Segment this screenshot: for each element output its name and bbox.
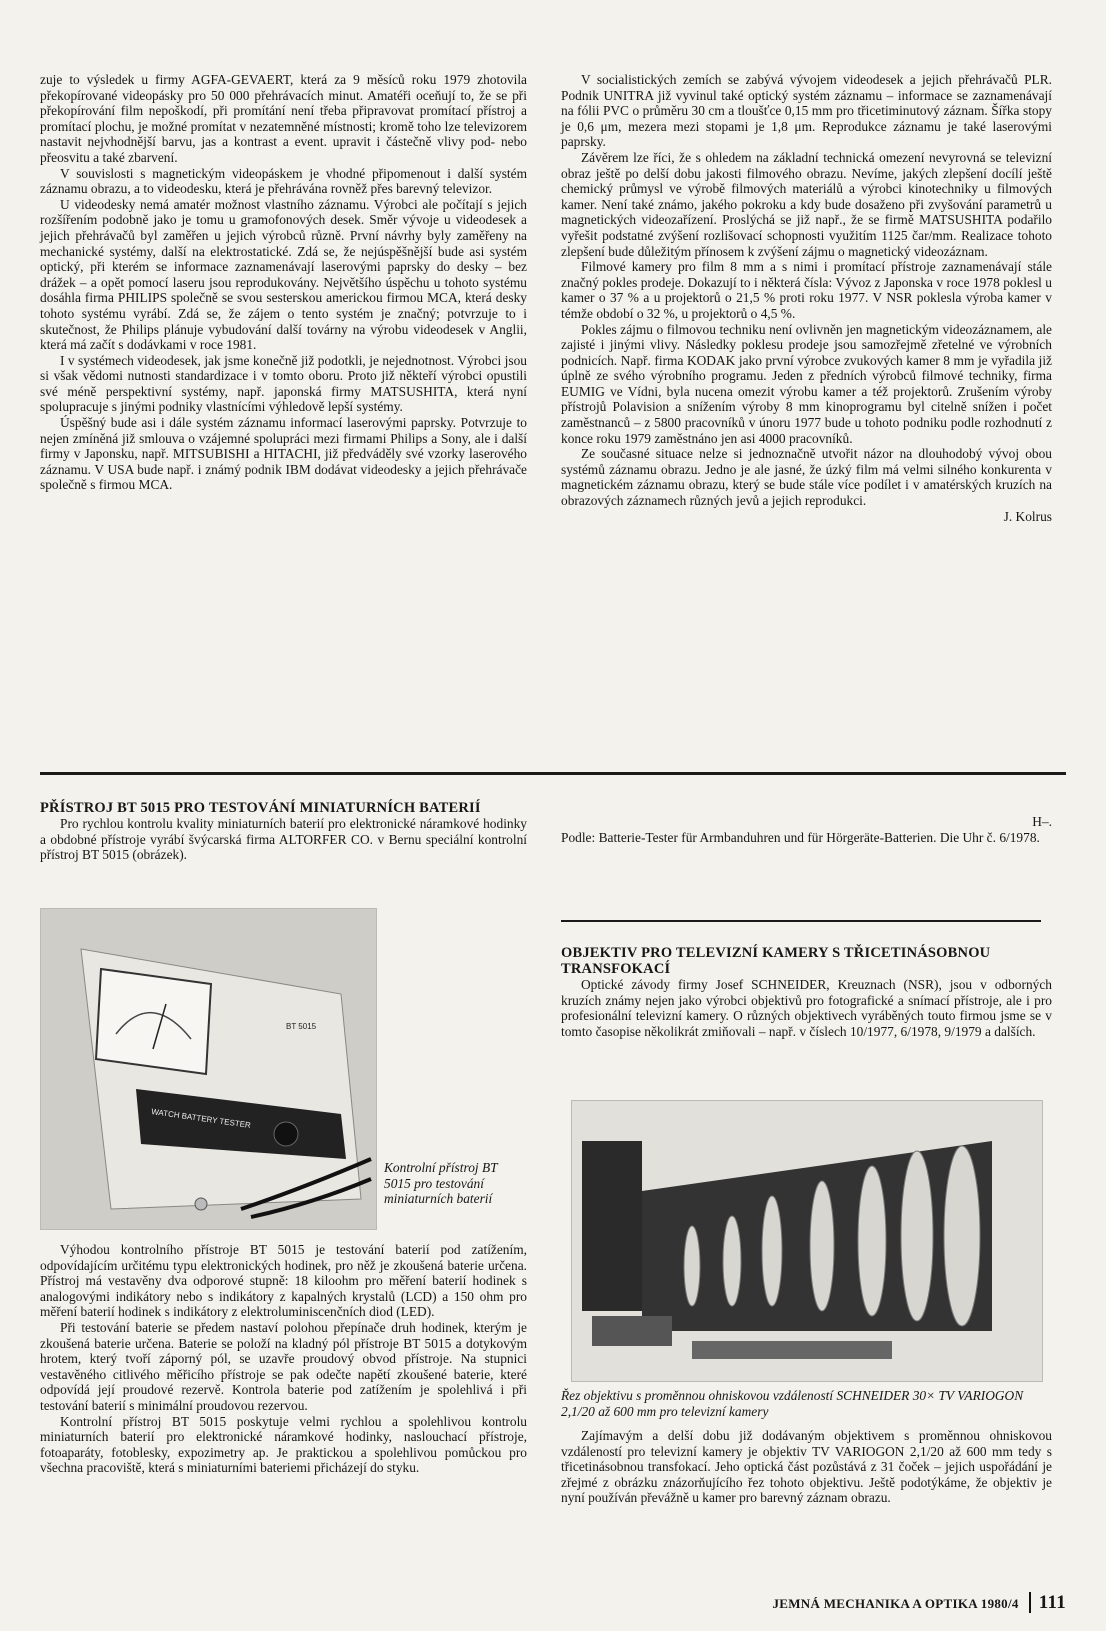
- page-footer: [772, 1592, 1066, 1614]
- paragraph: Výhodou kontrolního přístroje BT 5015 je testování baterií pod zatížením, odpovídajícím určitému typu elektronických hodinek, pro něž je zkoušená baterie určena. Přístroj má vestavěny dva odporové stupně: 18 kiloohm pro měření baterií hodinek s analogovými indikátory nebo s indikátory z kapalných krystalů (LCD) a 150 ohm pro měření baterií hodinek s indikátory z elektroluminiscenčních diod (LED).: [40, 1242, 527, 1320]
- paragraph: Pokles zájmu o filmovou techniku není ovlivněn jen magnetickým videozáznamem, ale zajisté i jinými vlivy. Následky poklesu prodeje jsou samozřejmě zřetelné ve výrobních podnicích. Např. firma KODAK jako první výrobce zvukových kamer 8 mm je vyřadila již úplně ze svého výrobního programu. Jeden z předních výrobců filmové techniky, firma EUMIG ve Vídni, byla nucena omezit výrobu kamer a též projektorů. Zrušením výroby přístrojů Polavision a snížením výroby 8 mm kinoprogramu byl citelně snížen i počet zaměstnanců – z 5800 pracovníků v únoru 1977 bude u tohoto podniku podle rozhodnutí z konce roku 1979 zaměstnáno jen asi 4000 pracovníků.: [561, 321, 1052, 446]
- paragraph: Zajímavým a delší dobu již dodávaným objektivem s proměnnou ohniskovou vzdáleností pro televizní kamery je objektiv TV VARIOGON 2,1/20 až 600 mm tedy s třicetinásobnou transfokací. Jeho optická část pozůstává z 31 čoček – jejich uspořádání je zřejmé z obrázku znázorňujícího řez tohoto objektivu. Ještě podotýkáme, že objektiv je nyní používán převážně u kamer pro barevný záznam obrazu.: [561, 1428, 1052, 1506]
- objektiv-article-body: [561, 1428, 1052, 1506]
- battery-tester-photo: [40, 908, 377, 1230]
- battery-tester-caption: Kontrolní přístroj BT 5015 pro testování miniaturních baterií: [384, 1160, 498, 1207]
- paragraph: Úspěšný bude asi i dále systém záznamu informací laserovými paprsky. Potvrzuje to nejen zmíněná již smlouva o vzájemné spolupráci mezi firmami Philips a Sony, ale i další firmy v Japonsku, např. MITSUBISHI a HITACHI, již předváděly své vzorky laserového záznamu. V USA bude např. i známý podnik IBM dodávat videodesky a jejich přehrávače společně s firmou MCA.: [40, 415, 527, 493]
- device-label: WATCH BATTERY TESTER: [150, 1107, 252, 1130]
- paragraph: I v systémech videodesek, jak jsme konečně již podotkli, je nejednotnost. Výrobci jsou si však vědomi nutnosti standardizace i v tomto oboru. Proto již někteří výrobci opustili své méně perspektivní systémy, např. japonská firmy MATSUSHITA, která nyní spolupracuje s jinými podniky vlastnícími výhledově lepší systémy.: [40, 352, 527, 415]
- bt5015-signature: H–.: [1032, 814, 1052, 829]
- paragraph: Ze současné situace nelze si jednoznačně utvořit názor na dlouhodobý vývoj obou systémů záznamu obrazu. Jedno je ale jasné, že úzký film má velmi silného konkurenta v magnetickém záznamu obrazu, který se bude stále více podílet i v amatérských kruzích na obrazových záznamech různých jevů a jejich reprodukci.: [561, 446, 1052, 509]
- bt5015-intro: Pro rychlou kontrolu kvality miniaturních baterií pro elektronické náramkové hodinky a obdobné přístroje vyrábí švýcarská firma ALTORFER CO. v Bernu speciální kontrolní přístroj BT 5015 (obrázek).: [40, 816, 527, 863]
- author-signature: J. Kolrus: [1003, 508, 1052, 524]
- paragraph: V socialistických zemích se zabývá vývojem videodesek a jejich přehrávačů PLR. Podnik UNITRA již vyvinul také optický systém záznamu – informace se zaznamenávají na fólii PVC o průměru 30 cm a tloušťce 0,15 mm pro třicetiminutový záznam. Šířka stopy je 0,6 μm, mezera mezi stopami je 1,8 μm. Reprodukce záznamu je také laserovými paprsky.: [561, 72, 1052, 150]
- paragraph: zuje to výsledek u firmy AGFA-GEVAERT, která za 9 měsíců roku 1979 zhotovila překopírované videopásky pro 50 000 přehrávacích minut. Amatéři oceňují to, že se při překopírování film nepoškodí, při promítání není třeba připravovat promítací přístroj a promítací plochu, je možné promítat v nezatemněné místnosti; kromě toho lze televizorem nastavit nejvhodnější barvu, jas a kontrast a event. upravit i částečně vlivy pod- nebo přeosvitu a také zbarvení.: [40, 72, 527, 165]
- journal-name: JEMNÁ MECHANIKA A OPTIKA 1980/4: [772, 1596, 1019, 1611]
- section-divider: [40, 772, 1066, 775]
- top-article-right-column: [561, 72, 1052, 524]
- objektiv-title: OBJEKTIV PRO TELEVIZNÍ KAMERY S TŘICETINÁSOBNOU TRANSFOKACÍ: [561, 945, 991, 977]
- device-model: BT 5015: [286, 1022, 317, 1031]
- paragraph: V souvislosti s magnetickým videopáskem je vhodné připomenout i další systém záznamu obrazu, a to videodesku, která je přehrávána rovněž přes barevný televizor.: [40, 165, 527, 197]
- page-number: 111: [1029, 1592, 1066, 1613]
- section-divider: [561, 920, 1041, 922]
- paragraph: Filmové kamery pro film 8 mm a s nimi i promítací přístroje zaznamenávají stále značný pokles prodeje. Dokazují to i některá čísla: Vývoz z Japonska v roce 1978 poklesl u kamer o 37 % a u projektorů o 21,5 % proti roku 1977. V NSR poklesla výroba kamer v témže období o 32 %, u projektorů o 4,5 %.: [561, 259, 1052, 321]
- top-article-left-column: [40, 72, 527, 493]
- paragraph: Kontrolní přístroj BT 5015 poskytuje velmi rychlou a spolehlivou kontrolu miniaturních baterií pro elektronické náramkové hodinky, naslouchací přístroje, fotoaparáty, fotoblesky, expozimetry ap. Je praktickou a spolehlivou pomůckou pro všechna pracoviště, která s miniaturními bateriemi přicházejí do styku.: [40, 1413, 527, 1476]
- bt5015-source: Podle: Batterie-Tester für Armbanduhren und für Hörgeräte-Batterien. Die Uhr č. 6/1978.: [561, 829, 1040, 845]
- objektiv-article-head: [561, 945, 1052, 1039]
- objektiv-intro: Optické závody firmy Josef SCHNEIDER, Kreuznach (NSR), jsou v odborných kruzích známy nejen jako výrobci objektivů pro fotografické a snímací přístroje, ale i pro profesionální televizní kamery. O různých objektivech vyráběných touto firmou jsme se v tomto časopise několikrát zmiňovali – např. v číslech 10/1977, 6/1978, 9/1979 a dalších.: [561, 977, 1052, 1039]
- paragraph: Při testování baterie se předem nastaví polohou přepínače druh hodinek, kterým je zkoušená baterie určena. Baterie se položí na kladný pól přístroje BT 5015 a dotykovým hrotem, který tvoří záporný pól, se uzavře proudový obvod přístroje. Na stupnici vestavěného citlivého měřicího přístroje se pak odečte napětí zkoušené baterie, které odpovídá její proudové rezervě. Kontrola baterie pod zatížením je spolehlivá i při testování baterií s minimální proudovou rezervou.: [40, 1319, 527, 1413]
- bt5015-article-end: [561, 814, 1052, 845]
- lens-cross-section-illustration: [572, 1101, 1042, 1381]
- battery-tester-illustration: [41, 909, 376, 1229]
- paragraph: Závěrem lze říci, že s ohledem na základní technická omezení nevyrovná se televizní obraz ještě po delší dobu jakosti filmového obrazu. Nevíme, jakých zlepšení docílí ještě chemický průmysl ve výrobě filmových materiálů a výrobci kinotechniky u filmových kamer. Není také známo, jakého pokroku a kdy bude dosaženo při zvyšování parametrů u magnetických videozařízení. Proslýchá se již např., že se firmě MATSUSHITA podařilo vyřešit podstatné zvýšení rozlišovací schopnosti využitím 1125 čar/mm. Realizace tohoto zlepšení bude důležitým přínosem k zvýšení zájmu o magnetický videozáznam.: [561, 149, 1052, 259]
- paragraph: U videodesky nemá amatér možnost vlastního záznamu. Výrobci ale počítají s jejich rozšířením podobně jako je tomu u gramofonových desek. Směr vývoje u videodesek a jejich přehrávačů byl zaměřen u jejich výrobců různě. První návrhy byly zaměřeny na mechanické systémy, další na elektrostatické. Zdá se, že nejúspěšnější bude asi systém optický, při kterém se informace zaznamenávají laserovými paprsky do desky – bez drážek – a opět pomocí laseru jsou reprodukovány. Největšího úspěchu u tohoto systému dosáhla firma PHILIPS společně se svou sesterskou americkou firmou MCA, která desky tohoto systému vyrábí. Zdá se, že zájem o tento systém je značný; potvrzuje to i skutečnost, že Philips plánuje vybudování další továrny na výrobu videodesek v Anglii, která má začít s dodávkami v roce 1981.: [40, 196, 527, 353]
- lens-caption: Řez objektivu s proměnnou ohniskovou vzdáleností SCHNEIDER 30× TV VARIOGON 2,1/20 až 600 mm pro televizní kamery: [561, 1388, 1024, 1419]
- bt5015-article-head: [40, 800, 527, 863]
- lens-cross-section-photo: [571, 1100, 1043, 1382]
- bt5015-article-body: [40, 1242, 527, 1476]
- bt5015-title: PŘÍSTROJ BT 5015 PRO TESTOVÁNÍ MINIATURNÍCH BATERIÍ: [40, 800, 481, 816]
